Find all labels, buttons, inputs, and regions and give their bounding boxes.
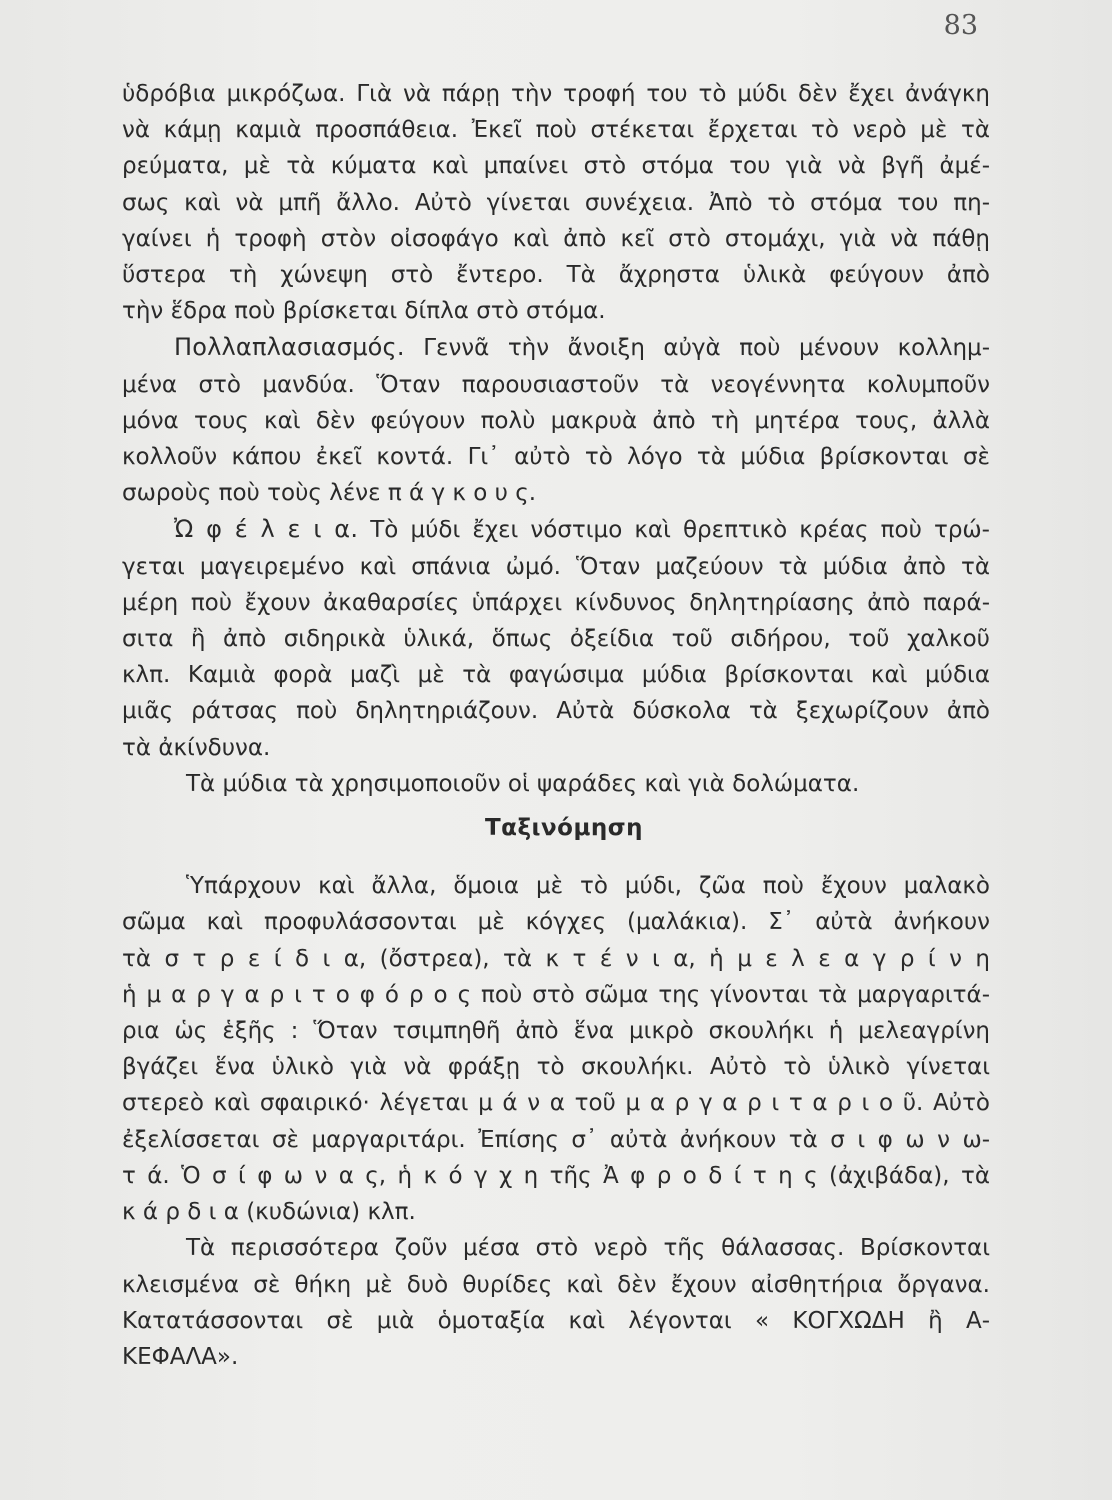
text-line: γεται μαγειρεμένο καὶ σπάνια ὠμό. Ὅταν μαζεύουν τὰ μύδια ἀπὸ τὰ: [122, 553, 990, 580]
text-line: μέρη ποὺ ἔχουν ἀκαθαρσίες ὑπάρχει κίνδυνος δηλητηρίασης ἀπὸ παρά-: [122, 589, 990, 616]
text-line: ἡ μ α ρ γ α ρ ι τ ο φ ό ρ ο ς ποὺ στὸ σῶμα της γίνονται τὰ μαργαριτά-: [122, 981, 990, 1008]
text-line: τὴν ἕδρα ποὺ βρίσκεται δίπλα στὸ στόμα.: [122, 298, 606, 325]
subsection-term-benefit: Ὠ φ έ λ ε ι α.: [174, 515, 359, 544]
text-line: ρεύματα, μὲ τὰ κύματα καὶ μπαίνει στὸ στόμα του γιὰ νὰ βγῆ ἀμέ-: [122, 153, 990, 180]
text-line: κ ά ρ δ ι α (κυδώνια) κλπ.: [122, 1199, 416, 1226]
text-line: μόνα τους καὶ δὲν φεύγουν πολὺ μακρυὰ ἀπὸ τὴ μητέρα τους, ἀλλὰ: [122, 407, 990, 434]
section-heading: Ταξινόμηση: [484, 815, 644, 842]
text-line: Ὑπάρχουν καὶ ἄλλα, ὅμοια μὲ τὸ μύδι, ζῶα ποὺ ἔχουν μαλακὸ: [186, 873, 990, 900]
text-line: τ ά. Ὁ σ ί φ ω ν α ς, ἡ κ ό γ χ η τῆς Ἀ φ ρ ο δ ί τ η ς (ἀχιβάδα), τὰ: [122, 1162, 990, 1189]
text-line: τὰ ἀκίνδυνα.: [122, 734, 271, 761]
text-line: [122, 511, 990, 548]
text-line: ἐξελίσσεται σὲ μαργαριτάρι. Ἐπίσης σ᾽ αὐτὰ ἀνήκουν τὰ σ ι φ ω ν ω-: [122, 1126, 990, 1153]
text-line: σωροὺς ποὺ τοὺς λένε π ά γ κ ο υ ς.: [122, 480, 537, 507]
text-line: Κατατάσσονται σὲ μιὰ ὁμοταξία καὶ λέγονται « ΚΟΓΧΩΔΗ ἢ Α-: [122, 1307, 990, 1334]
text-line: κλπ. Καμιὰ φορὰ μαζὶ μὲ τὰ φαγώσιμα μύδια βρίσκονται καὶ μύδια: [122, 662, 990, 689]
text-line: σῶμα καὶ προφυλάσσονται μὲ κόγχες (μαλάκια). Σ᾽ αὐτὰ ἀνήκουν: [122, 909, 990, 936]
text-line: ὑδρόβια μικρόζωα. Γιὰ νὰ πάρῃ τὴν τροφή του τὸ μύδι δὲν ἔχει ἀνάγκη: [122, 81, 990, 107]
text-line: στερεὸ καὶ σφαιρικό· λέγεται μ ά ν α τοῦ μ α ρ γ α ρ ι τ α ρ ι ο ῦ. Αὐτὸ: [122, 1090, 990, 1117]
subsection-term-multiplication: Πολλαπλασιασμός.: [174, 333, 405, 362]
text-span: Τὸ μύδι ἔχει νόστιμο καὶ θρεπτικὸ κρέας ποὺ τρώ-: [358, 517, 990, 544]
text-line: τὰ σ τ ρ ε ί δ ι α, (ὄστρεα), τὰ κ τ έ ν ι α, ἡ μ ε λ ε α γ ρ ί ν η: [122, 945, 990, 972]
text-line: γαίνει ἡ τροφὴ στὸν οἰσοφάγο καὶ ἀπὸ κεῖ στὸ στομάχι, γιὰ νὰ πάθῃ: [122, 225, 990, 252]
text-span: Γεννᾶ τὴν ἄνοιξη αὐγὰ ποὺ μένουν κολλημ-: [404, 335, 990, 362]
text-line: ὕστερα τὴ χώνεψη στὸ ἔντερο. Τὰ ἄχρηστα ὑλικὰ φεύγουν ἀπὸ: [122, 262, 990, 289]
text-line: μένα στὸ μανδύα. Ὅταν παρουσιαστοῦν τὰ νεογέννητα κολυμποῦν: [122, 371, 990, 398]
page-number: 83: [943, 10, 978, 41]
text-line: ρια ὡς ἑξῆς : Ὅταν τσιμπηθῆ ἀπὸ ἕνα μικρὸ σκουλήκι ἡ μελεαγρίνη: [122, 1018, 990, 1045]
text-line: σως καὶ νὰ μπῆ ἄλλο. Αὐτὸ γίνεται συνέχεια. Ἀπὸ τὸ στόμα του πη-: [122, 189, 990, 216]
text-line: κολλοῦν κάπου ἐκεῖ κοντά. Γι᾽ αὐτὸ τὸ λόγο τὰ μύδια βρίσκονται σὲ: [122, 444, 990, 471]
text-line: σιτα ἢ ἀπὸ σιδηρικὰ ὑλικά, ὅπως ὀξείδια τοῦ σιδήρου, τοῦ χαλκοῦ: [122, 626, 990, 653]
text-line: Τὰ μύδια τὰ χρησιμοποιοῦν οἱ ψαράδες καὶ γιὰ δολώματα.: [186, 770, 860, 797]
text-line: Τὰ περισσότερα ζοῦν μέσα στὸ νερὸ τῆς θάλασσας. Βρίσκονται: [186, 1235, 990, 1262]
text-line: [122, 329, 990, 366]
text-line: νὰ κάμῃ καμιὰ προσπάθεια. Ἐκεῖ ποὺ στέκεται ἔρχεται τὸ νερὸ μὲ τὰ: [122, 117, 990, 144]
body-text: [122, 76, 990, 1375]
text-line: βγάζει ἕνα ὑλικὸ γιὰ νὰ φράξῃ τὸ σκουλήκι. Αὐτὸ τὸ ὑλικὸ γίνεται: [122, 1054, 990, 1081]
text-line: ΚΕΦΑΛΑ».: [122, 1343, 239, 1370]
text-line: μιᾶς ράτσας ποὺ δηλητηριάζουν. Αὐτὰ δύσκολα τὰ ξεχωρίζουν ἀπὸ: [122, 698, 990, 725]
text-line: κλεισμένα σὲ θήκη μὲ δυὸ θυρίδες καὶ δὲν ἔχουν αἰσθητήρια ὄργανα.: [122, 1271, 990, 1298]
